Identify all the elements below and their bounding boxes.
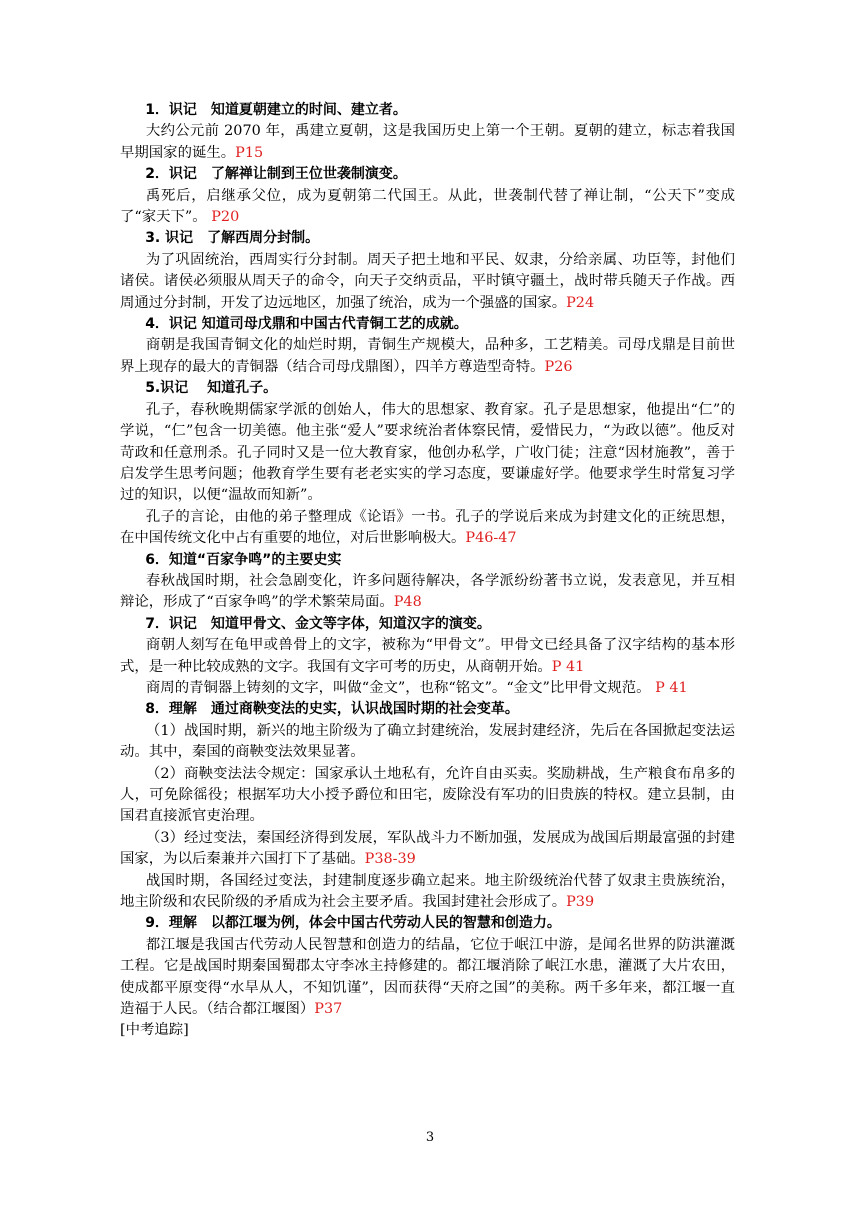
paragraph-text: （1）战国时期，新兴的地主阶级为了确立封建统治，发展封建经济，先后在各国掀起变法运动。其中，秦国的商鞅变法效果显著。 [120,722,735,761]
paragraph-text: （3）经过变法，秦国经济得到发展，军队战斗力不断加强，发展成为战国后期最富强的封建国家，为以后秦兼并六国打下了基础。 [120,829,735,868]
paragraph-text: 商周的青铜器上铸刻的文字，叫做“金文”，也称“铭文”。“金文”比甲骨文规范。 [145,679,656,696]
section-paragraph [120,335,735,378]
section-paragraph [120,186,735,229]
section-paragraph [120,250,735,314]
page-reference: P26 [544,358,573,375]
paragraph-text: 大约公元前 2070 年，禹建立夏朝，这是我国历史上第一个王朝。夏朝的建立，标志着我国早期国家的诞生。 [120,123,735,161]
exam-tracking-label: [中考追踪] [120,1022,189,1039]
page-reference: P20 [211,209,240,226]
paragraph-text: 孔子的言论，由他的弟子整理成《论语》一书。孔子的学说后来成为封建文化的正统思想，在中国传统文化中占有重要的地位，对后世影响极大。 [120,508,735,547]
section-paragraph [120,935,735,1021]
section-heading: 5.识记 知道孔子。 [145,380,278,397]
page-reference: P37 [314,1001,343,1018]
page-reference: P 41 [655,679,688,696]
paragraph-text: 商朝是我国青铜文化的灿烂时期，青铜生产规模大，品种多，工艺精美。司母戊鼎是目前世界上现存的最大的青铜器（结合司母戊鼎图），四羊方尊造型奇特。 [120,337,735,375]
section-heading: 2．识记 了解禅让制到王位世袭制演变。 [145,166,407,183]
page-reference: P15 [235,144,264,161]
page-reference: P 41 [551,658,585,675]
section-heading: 8．理解 通过商鞅变法的史实，认识战国时期的社会变革。 [145,701,519,718]
section-paragraph [120,571,735,614]
paragraph-text: 春秋战国时期，社会急剧变化，许多问题待解决，各学派纷纷著书立说，发表意见，并互相辩论，形成了“百家争鸣”的学术繁荣局面。 [120,572,735,611]
section-heading: 9．理解 以都江堰为例，体会中国古代劳动人民的智慧和创造力。 [145,915,561,932]
section-paragraph [120,871,735,914]
document-content [120,100,735,1042]
paragraph-text: 禹死后，启继承父位，成为夏朝第二代国王。从此，世袭制代替了禅让制，“公天下”变成了“家天下”。 [120,187,735,226]
paragraph-text: 商朝人刻写在龟甲或兽骨上的文字，被称为“甲骨文”。甲骨文已经具备了汉字结构的基本形式，是一种比较成熟的文字。我国有文字可考的历史，从商朝开始。 [120,637,735,675]
page-reference: P24 [566,294,595,311]
paragraph-text: 孔子，春秋晚期儒家学派的创始人，伟大的思想家、教育家。孔子是思想家，他提出“仁”的学说，“仁”包含一切美德。他主张“爱人”要求统治者体察民情，爱惜民力，“为政以德”。他反对苛政和任意刑杀。孔子同时又是一位大教育家，他创办私学，广收门徒；注意“因材施教”，善于启发学生思考问题；他教育学生要有老老实实的学习态度，要谦虚好学。他要求学生时常复习学过的知识，以便“温故而知新”。 [120,401,735,504]
paragraph-text: 为了巩固统治，西周实行分封制。周天子把土地和平民、奴隶，分给亲属、功臣等，封他们诸侯。诸侯必须服从周天子的命令，向天子交纳贡品，平时镇守疆土，战时带兵随天子作战。西周通过分封制，开发了边远地区，加强了统治，成为一个强盛的国家。 [120,251,735,311]
page-reference: P39 [566,894,595,911]
paragraph-text: 战国时期，各国经过变法，封建制度逐步确立起来。地主阶级统治代替了奴隶主贵族统治，地主阶级和农民阶级的矛盾成为社会主要矛盾。我国封建社会形成了。 [120,872,735,911]
section-paragraph [120,400,735,507]
page-reference: P46-47 [465,530,517,547]
page-reference: P48 [393,594,422,611]
section-paragraph [120,828,735,871]
section-paragraph [120,507,735,550]
page-reference: P38-39 [364,851,416,868]
page-number: 3 [425,1130,435,1145]
section-heading: 6．知道“百家争鸣”的主要史实 [145,551,342,568]
section-heading: 4．识记 知道司母戊鼎和中国古代青铜工艺的成就。 [145,316,468,333]
section-paragraph [120,635,735,678]
paragraph-text: 都江堰是我国古代劳动人民智慧和创造力的结晶，它位于岷江中游，是闻名世界的防洪灌溉工程。它是战国时期秦国蜀郡太守李冰主持修建的。都江堰消除了岷江水患，灌溉了大片农田，使成都平原变得“水旱从人，不知饥谨”，因而获得“天府之国”的美称。两千多年来，都江堰一直造福于人民。（结合都江堰图） [120,936,735,1018]
section-heading: 1．识记 知道夏朝建立的时间、建立者。 [145,102,407,118]
section-paragraph [120,678,735,699]
section-heading: 7．识记 知道甲骨文、金文等字体，知道汉字的演变。 [145,615,491,632]
section-heading: 3. 识记 了解西周分封制。 [145,230,320,247]
paragraph-text: （2）商鞅变法法令规定：国家承认土地私有，允许自由买卖。奖励耕战，生产粮食布帛多的人，可免除徭役；根据军功大小授予爵位和田宅，废除没有军功的旧贵族的特权。建立县制，由国君直接派官吏治理。 [120,765,735,825]
section-paragraph [120,121,735,164]
section-paragraph [120,764,735,828]
section-paragraph [120,721,735,764]
